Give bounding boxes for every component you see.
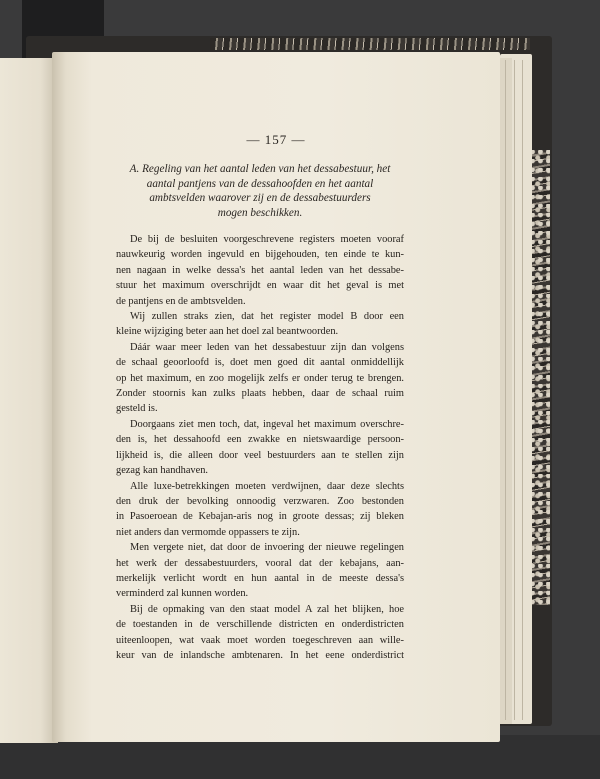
page-number: — 157 — (246, 132, 306, 147)
text-line: op het maximum, en zoo mogelijk zelfs er onder terug te brengen. (116, 372, 404, 384)
text-line: Bij de opmaking van den staat model A zal het blijken, hoe (130, 603, 404, 615)
text-line: nen nagaan in welke dessa's het aantal leden van het dessabe- (116, 264, 404, 276)
facing-page-left (0, 58, 58, 743)
text-line: De bij de besluiten voorgeschrevene registers moeten vooraf (130, 234, 404, 245)
text-line: niet anders dan vermomde oppassers te zijn. (116, 526, 300, 538)
text-line: gesteld is. (116, 403, 158, 415)
text-line: stuur het maximum overschrijdt en waar dit het geval is met (116, 280, 404, 292)
text-line: merkelijk verlicht wordt en hun aantal in de meeste dessa's (116, 572, 404, 584)
text-line: Alle luxe-betrekkingen moeten verdwijnen, daar deze slechts (130, 480, 404, 492)
cover-marbled-edge-right (530, 150, 550, 605)
text-line: nauwkeurig worden ingevuld en bijgehouden, ten einde te kun- (116, 249, 404, 261)
text-line: Dáár waar meer leden van het dessabestuur zijn dan volgens (130, 341, 404, 353)
heading-line: aantal pantjens van de dessahoofden en het aantal (146, 177, 374, 190)
text-line: de toestanden in de verschillende districten en onderdistricten (116, 619, 404, 631)
body-text (116, 232, 404, 663)
heading-line: mogen beschikken. (217, 206, 303, 219)
text-line: den is, het dessahoofd een zwakke en nietswaardige persoon- (116, 434, 404, 446)
text-line: kleine wijziging beter aan het doel zal beantwoorden. (116, 326, 339, 338)
text-line: de schaal geoorloofd is, doet men goed dit aantal onmiddellijk (116, 357, 404, 369)
page-edge-line (514, 60, 515, 720)
page-edge-line (522, 60, 523, 720)
text-line: den druk der bevolking onnoodig verzwaren. Zoo bestonden (116, 495, 404, 507)
text-line: in Pasoeroean de Kebajan-aris nog in groote dessas; zij bleken (116, 511, 404, 523)
text-line: de pantjens en de ambtsvelden. (116, 295, 246, 307)
text-line: gezag kan handhaven. (116, 465, 209, 477)
heading-line: A. Regeling van het aantal leden van het dessabestuur, het (129, 163, 391, 175)
text-line: Doorgaans ziet men toch, dat, ingeval het maximum overschre- (130, 418, 404, 430)
cover-marbled-edge-top (210, 38, 530, 50)
text-line: het werk der dessabestuurders, vooral dat der kebajans, aan- (116, 557, 404, 569)
heading-line: ambtsvelden waarover zij en de dessabestuurders (149, 192, 371, 205)
page-edge-line (505, 60, 506, 720)
text-line: uiteenloopen, wat vaak moet worden toegeschreven aan wille- (116, 634, 404, 646)
text-line: verminderd zal kunnen worden. (116, 588, 249, 600)
text-line: Men vergete niet, dat door de invoering der nieuwe regelingen (130, 542, 404, 554)
text-line: Zonder stoornis kan zulks plaats hebben, daar de schaal ruim (116, 388, 404, 400)
text-line: Wij zullen straks zien, dat het register model B door een (130, 311, 404, 323)
text-line: lijkheid is, die alleen door veel bestuurders aan te stellen zijn (116, 449, 404, 461)
section-heading (118, 162, 402, 220)
text-line: keur van de inlandsche ambtenaren. In het eene onderdistrict (116, 649, 404, 661)
